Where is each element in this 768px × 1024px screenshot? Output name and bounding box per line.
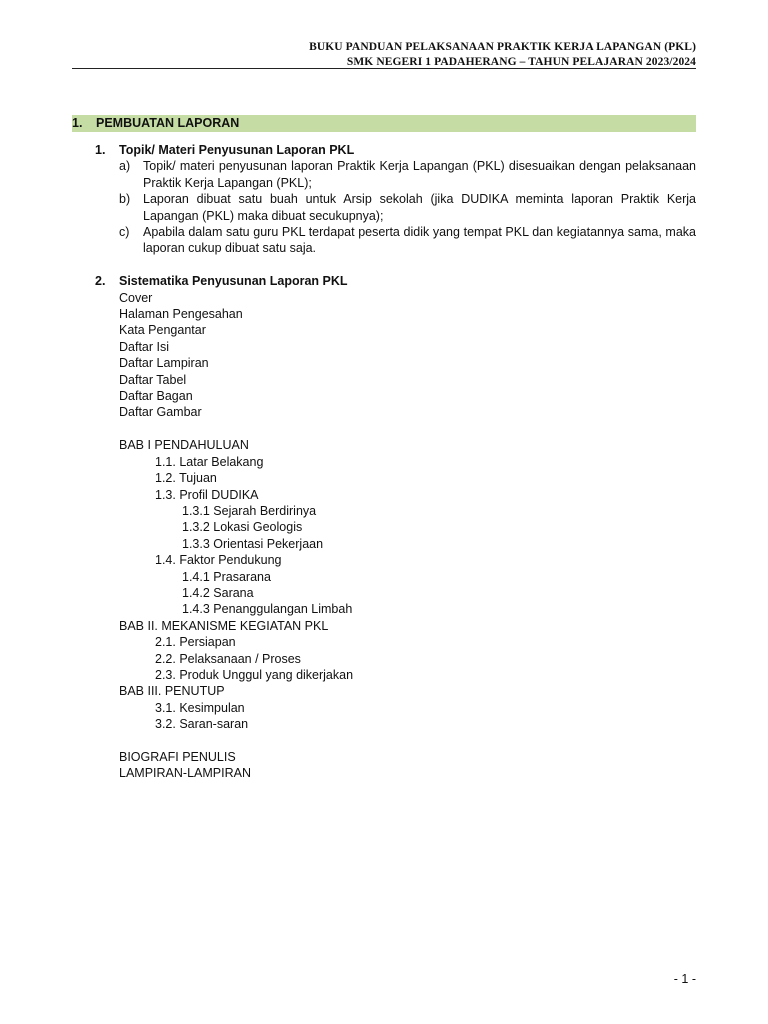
list-marker: c) bbox=[119, 225, 130, 240]
outline-item: Halaman Pengesahan bbox=[119, 307, 243, 322]
section-number: 1. bbox=[72, 116, 83, 130]
subheading-title: Sistematika Penyusunan Laporan PKL bbox=[119, 274, 348, 289]
subheading-title: Topik/ Materi Penyusunan Laporan PKL bbox=[119, 143, 355, 157]
outline-subsubitem: 1.3.3 Orientasi Pekerjaan bbox=[182, 536, 324, 551]
list-marker: a) bbox=[119, 159, 131, 174]
outline-item: Daftar Bagan bbox=[119, 389, 193, 404]
subheading-number: 2. bbox=[95, 274, 106, 289]
chapter-heading: BAB III. PENUTUP bbox=[119, 684, 225, 699]
spacer bbox=[72, 733, 696, 749]
list-item bbox=[72, 224, 696, 257]
outline-subitem: 1.4. Faktor Pendukung bbox=[155, 553, 282, 568]
list-item bbox=[72, 158, 696, 191]
outline-subitem: 2.2. Pelaksanaan / Proses bbox=[155, 651, 301, 666]
outline-item: BIOGRAFI PENULIS bbox=[119, 749, 236, 764]
outline-item: Daftar Lampiran bbox=[119, 356, 209, 371]
outline-subitem: 1.2. Tujuan bbox=[155, 471, 217, 486]
outline-item: Cover bbox=[119, 290, 153, 305]
page-number: - 1 - bbox=[673, 972, 696, 986]
subheading-topik bbox=[72, 142, 696, 158]
header-school: SMK NEGERI 1 PADAHERANG – TAHUN PELAJARAN 2023/2024 bbox=[346, 56, 696, 68]
outline-item: Kata Pengantar bbox=[119, 323, 206, 338]
outline-item: Daftar Gambar bbox=[119, 405, 202, 420]
outline-item: Daftar Tabel bbox=[119, 372, 187, 387]
list-item-text: Laporan dibuat satu buah untuk Arsip sekolah (jika DUDIKA meminta laporan Praktik Kerja Lapangan (PKL) maka dibuat secukupnya); bbox=[143, 192, 696, 223]
header-title: BUKU PANDUAN PELAKSANAAN PRAKTIK KERJA LAPANGAN (PKL) bbox=[309, 41, 696, 53]
section-heading bbox=[72, 115, 696, 132]
outline-subitem: 1.3. Profil DUDIKA bbox=[155, 487, 259, 502]
page-header bbox=[72, 40, 696, 70]
outline-subitem: 2.1. Persiapan bbox=[155, 635, 236, 650]
list-item bbox=[72, 191, 696, 224]
outline-subsubitem: 1.3.2 Lokasi Geologis bbox=[182, 520, 303, 535]
outline-subitem: 3.1. Kesimpulan bbox=[155, 700, 245, 715]
spacer bbox=[72, 257, 696, 273]
subheading-sistematika bbox=[72, 273, 696, 289]
chapter-heading: BAB II. MEKANISME KEGIATAN PKL bbox=[119, 618, 329, 633]
outline-subsubitem: 1.4.3 Penanggulangan Limbah bbox=[182, 602, 353, 617]
outline-item: LAMPIRAN-LAMPIRAN bbox=[119, 766, 251, 781]
list-item-text: Topik/ materi penyusunan laporan Praktik Kerja Lapangan (PKL) disesuaikan dengan pelaksanaan Praktik Kerja Lapangan (PKL); bbox=[143, 159, 696, 190]
outline-subitem: 3.2. Saran-saran bbox=[155, 717, 249, 732]
outline-subsubitem: 1.4.2 Sarana bbox=[182, 585, 254, 600]
header-divider bbox=[72, 68, 696, 69]
chapter-heading: BAB I PENDAHULUAN bbox=[119, 438, 249, 453]
outline-subsubitem: 1.4.1 Prasarana bbox=[182, 569, 271, 584]
spacer bbox=[72, 421, 696, 437]
outline-subitem: 1.1. Latar Belakang bbox=[155, 454, 264, 469]
document-body bbox=[72, 142, 696, 782]
subheading-number: 1. bbox=[95, 143, 106, 157]
list-marker: b) bbox=[119, 192, 131, 207]
outline-subitem: 2.3. Produk Unggul yang dikerjakan bbox=[155, 667, 354, 682]
list-item-text: Apabila dalam satu guru PKL terdapat peserta didik yang tempat PKL dan kegiatannya sama, maka laporan cukup dibuat satu saja. bbox=[143, 225, 696, 256]
outline-subsubitem: 1.3.1 Sejarah Berdirinya bbox=[182, 503, 317, 518]
outline-item: Daftar Isi bbox=[119, 339, 170, 354]
section-title: PEMBUATAN LAPORAN bbox=[96, 116, 240, 130]
